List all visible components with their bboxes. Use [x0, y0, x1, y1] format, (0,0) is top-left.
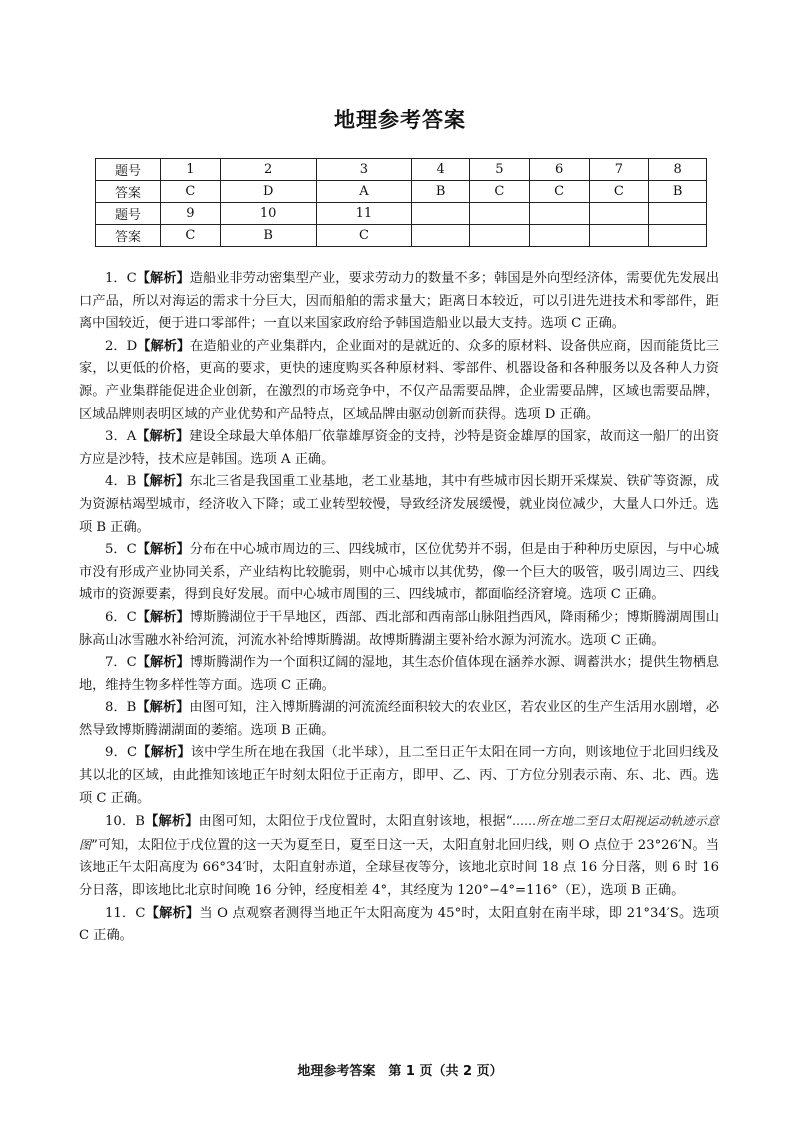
analysis-tag: 【解析】	[136, 542, 190, 558]
figure-title-quote: ……所在地二至日太阳视运动轨迹示意图	[79, 814, 719, 852]
table-cell: 9	[161, 203, 221, 225]
table-cell: 4	[412, 159, 470, 181]
answer-prefix: 5．C	[105, 542, 137, 558]
answer-1	[79, 268, 719, 336]
answer-text-before: 由图可知，太阳位于戊位置时，太阳直射该地，根据“	[198, 814, 513, 830]
row-label: 题号	[96, 203, 161, 225]
row-label: 答案	[96, 225, 161, 247]
table-cell	[412, 225, 470, 247]
table-row	[96, 203, 707, 225]
answer-11	[79, 903, 719, 948]
explanations	[79, 268, 719, 948]
table-cell: C	[316, 225, 412, 247]
answer-prefix: 11．C	[105, 905, 146, 921]
table-cell: B	[220, 225, 316, 247]
table-cell	[412, 203, 470, 225]
analysis-tag: 【解析】	[136, 474, 190, 490]
table-cell	[649, 225, 707, 247]
table-row	[96, 159, 707, 181]
answer-text: 博斯腾湖作为一个面积辽阔的湿地，其生态价值体现在涵养水源、调蓄洪水；提供生物栖息地，维持生物多样性等方面。选项 C 正确。	[79, 655, 720, 693]
answer-prefix: 6．C	[105, 609, 137, 625]
answer-7	[79, 652, 719, 697]
analysis-tag: 【解析】	[136, 609, 190, 625]
row-label: 题号	[96, 159, 161, 181]
table-cell: A	[316, 181, 412, 203]
answer-text: 在造船业的产业集群内，企业面对的是就近的、众多的原材料、设备供应商，因而能货比三家，以更低的价格，更高的要求，更快的速度购买各种原材料、零部件、机器设备和各种服务以及各种人力资源。产业集群能促进企业创新，在激烈的市场竞争中，不仅产品需要品牌，企业需要品牌，区域也需要品牌，区域品牌则表明区域的产业优势和产品特点，区域品牌由驱动创新而获得。选项 D 正确。	[79, 338, 720, 422]
table-row	[96, 181, 707, 203]
answer-text: 该中学生所在地在我国（北半球），且二至日正午太阳在同一方向，则该地位于北回归线及其以北的区域，由此推知该地正午时刻太阳位于正南方，即甲、乙、丙、丁方位分别表示南、东、北、西。选项 C 正确。	[79, 745, 719, 806]
answer-prefix: 2．D	[105, 338, 138, 354]
analysis-tag: 【解析】	[137, 338, 191, 354]
table-cell: 5	[469, 159, 529, 181]
table-cell: C	[589, 181, 649, 203]
analysis-tag: 【解析】	[136, 700, 190, 716]
analysis-tag: 【解析】	[137, 745, 191, 761]
table-cell: C	[161, 225, 221, 247]
answer-prefix: 7．C	[105, 655, 137, 671]
answer-text: 分布在中心城市周边的三、四线城市，区位优势并不弱，但是由于种种历史原因，与中心城市没有形成产业协同关系，产业结构比较脆弱，则中心城市以其优势，像一个巨大的吸管，吸引周边三、四线城市的资源要素，得到良好发展。而中心城市周围的三、四线城市，都面临经济窘境。选项 C 正确。	[79, 542, 720, 603]
analysis-tag: 【解析】	[145, 905, 200, 921]
row-label: 答案	[96, 181, 161, 203]
answer-text: 当 O 点观察者测得当地正午太阳高度为 45°时，太阳直射在南半球，即 21°34′S。选项 C 正确。	[79, 905, 720, 944]
analysis-tag: 【解析】	[136, 271, 190, 286]
table-cell: 1	[161, 159, 221, 181]
answer-prefix: 4．B	[105, 474, 137, 490]
answer-text: 东北三省是我国重工业基地，老工业基地，其中有些城市因长期开采煤炭、铁矿等资源，成为资源枯竭型城市，经济收入下降；或工业转型较慢，导致经济发展缓慢，就业岗位减少，大量人口外迁。选项 B 正确。	[79, 474, 720, 535]
table-cell: 11	[316, 203, 412, 225]
answer-10	[79, 810, 719, 902]
table-cell	[589, 225, 649, 247]
table-cell	[469, 225, 529, 247]
answer-table	[95, 158, 707, 247]
answer-prefix: 8．B	[105, 700, 137, 716]
answer-text: 建设全球最大单体船厂依靠雄厚资金的支持，沙特是资金雄厚的国家，故而这一船厂的出资方应是沙特，技术应是韩国。选项 A 正确。	[79, 429, 720, 467]
answer-text: 博斯腾湖位于干旱地区，西部、西北部和西南部山脉阻挡西风，降雨稀少；博斯腾湖周围山脉高山冰雪融水补给河流，河流水补给博斯腾湖。故博斯腾湖主要补给水源为河流水。选项 C 正确。	[79, 609, 720, 648]
table-cell: 7	[589, 159, 649, 181]
answer-8	[79, 697, 719, 742]
table-cell: 10	[220, 203, 316, 225]
answer-text: 由图可知，注入博斯腾湖的河流流经面积较大的农业区，若农业区的生产生活用水剧增，必然导致博斯腾湖湖面的萎缩。选项 B 正确。	[79, 700, 720, 738]
page-footer: 地理参考答案 第 1 页（共 2 页）	[297, 1064, 503, 1079]
table-cell: 6	[529, 159, 589, 181]
answer-2	[79, 336, 719, 426]
table-cell: B	[649, 181, 707, 203]
table-cell: 3	[316, 159, 412, 181]
table-row	[96, 225, 707, 247]
analysis-tag: 【解析】	[136, 655, 190, 671]
table-cell: C	[529, 181, 589, 203]
answer-5	[79, 539, 719, 607]
answer-6	[79, 607, 719, 652]
analysis-tag: 【解析】	[136, 429, 190, 445]
table-cell	[589, 203, 649, 225]
table-cell	[469, 203, 529, 225]
answer-4	[79, 471, 719, 539]
answer-9	[79, 742, 719, 810]
table-cell: 8	[649, 159, 707, 181]
answer-prefix: 9．C	[105, 745, 138, 761]
table-cell: D	[220, 181, 316, 203]
answer-prefix: 3．A	[105, 429, 137, 445]
answer-text: 造船业非劳动密集型产业，要求劳动力的数量不多；韩国是外向型经济体，需要优先发展出口产品，所以对海运的需求十分巨大，因而船舶的需求量大；距离日本较近，可以引进先进技术和零部件，距离中国较近，便于进口零部件；一直以来国家政府给予韩国造船业以最大支持。选项 C 正确。	[79, 271, 720, 332]
analysis-tag: 【解析】	[145, 814, 199, 830]
table-cell: C	[161, 181, 221, 203]
answer-prefix: 1．C	[105, 271, 137, 286]
table-cell	[529, 203, 589, 225]
page-title: 地理参考答案	[334, 108, 466, 132]
table-cell	[529, 225, 589, 247]
answer-3	[79, 426, 719, 471]
answer-prefix: 10．B	[105, 814, 145, 830]
table-cell: C	[469, 181, 529, 203]
table-cell: 2	[220, 159, 316, 181]
table-cell	[649, 203, 707, 225]
answer-text-after: ”可知，太阳位于戊位置的这一天为夏至日，夏至日这一天，太阳直射北回归线，则 O 点位于 23°26′N。当该地正午太阳高度为 66°34′时，太阳直射赤道，全球昼夜等分，该地北京时间 18 点 16 分日落，则 6 时 16 分日落，即该地比北京时间晚 16 分钟，经度相差 4°，其经度为 120°−4°=116°（E），选项 B 正确。	[79, 837, 719, 899]
table-cell: B	[412, 181, 470, 203]
